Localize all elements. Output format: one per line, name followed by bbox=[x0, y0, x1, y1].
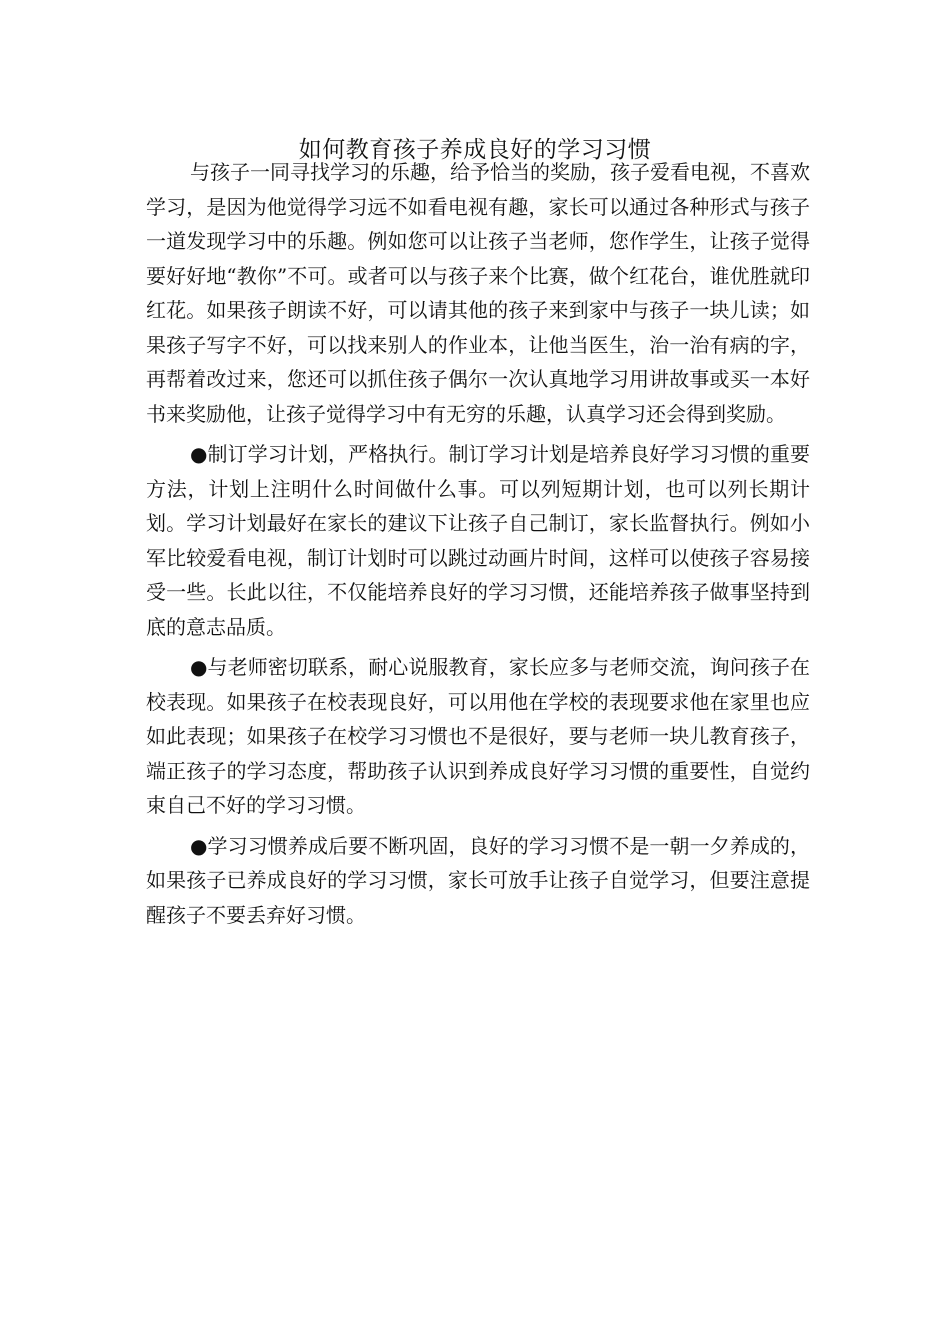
paragraph-rewards: 与孩子一同寻找学习的乐趣，给予恰当的奖励，孩子爱看电视，不喜欢学习，是因为他觉得学习远不如看电视有趣，家长可以通过各种形式与孩子一道发现学习中的乐趣。例如您可以让孩子当老师，您作学生，让孩子觉得要好好地“教你”不可。或者可以与孩子来个比赛，做个红花台，谁优胜就印红花。如果孩子朗读不好，可以请其他的孩子来到家中与孩子一块儿读；如果孩子写字不好，可以找来别人的作业本，让他当医生，治一治有病的字，再帮着改过来，您还可以抓住孩子偶尔一次认真地学习用讲故事或买一本好书来奖励他，让孩子觉得学习中有无穷的乐趣，认真学习还会得到奖励。 bbox=[146, 160, 810, 426]
document-title: 如何教育孩子养成良好的学习习惯 bbox=[298, 137, 652, 163]
document-body bbox=[146, 155, 810, 938]
paragraph-study-plan: ●制订学习计划，严格执行。制订学习计划是培养良好学习习惯的重要方法，计划上注明什么时间做什么事。可以列短期计划，也可以列长期计划。学习计划最好在家长的建议下让孩子自己制订，家长监督执行。例如小军比较爱看电视，制订计划时可以跳过动画片时间，这样可以使孩子容易接受一些。长此以往，不仅能培养良好的学习习惯，还能培养孩子做事坚持到底的意志品质。 bbox=[146, 442, 810, 639]
paragraph-consolidate-habits: ●学习习惯养成后要不断巩固，良好的学习习惯不是一朝一夕养成的，如果孩子已养成良好的学习习惯，家长可放手让孩子自觉学习，但要注意提醒孩子不要丢弃好习惯。 bbox=[146, 833, 810, 927]
paragraph-teacher-contact: ●与老师密切联系，耐心说服教育，家长应多与老师交流，询问孩子在校表现。如果孩子在校表现良好，可以用他在学校的表现要求他在家里也应如此表现；如果孩子在校学习习惯也不是很好，要与老师一块儿教育孩子，端正孩子的学习态度，帮助孩子认识到养成良好学习习惯的重要性，自觉约束自己不好的学习习惯。 bbox=[146, 655, 810, 817]
